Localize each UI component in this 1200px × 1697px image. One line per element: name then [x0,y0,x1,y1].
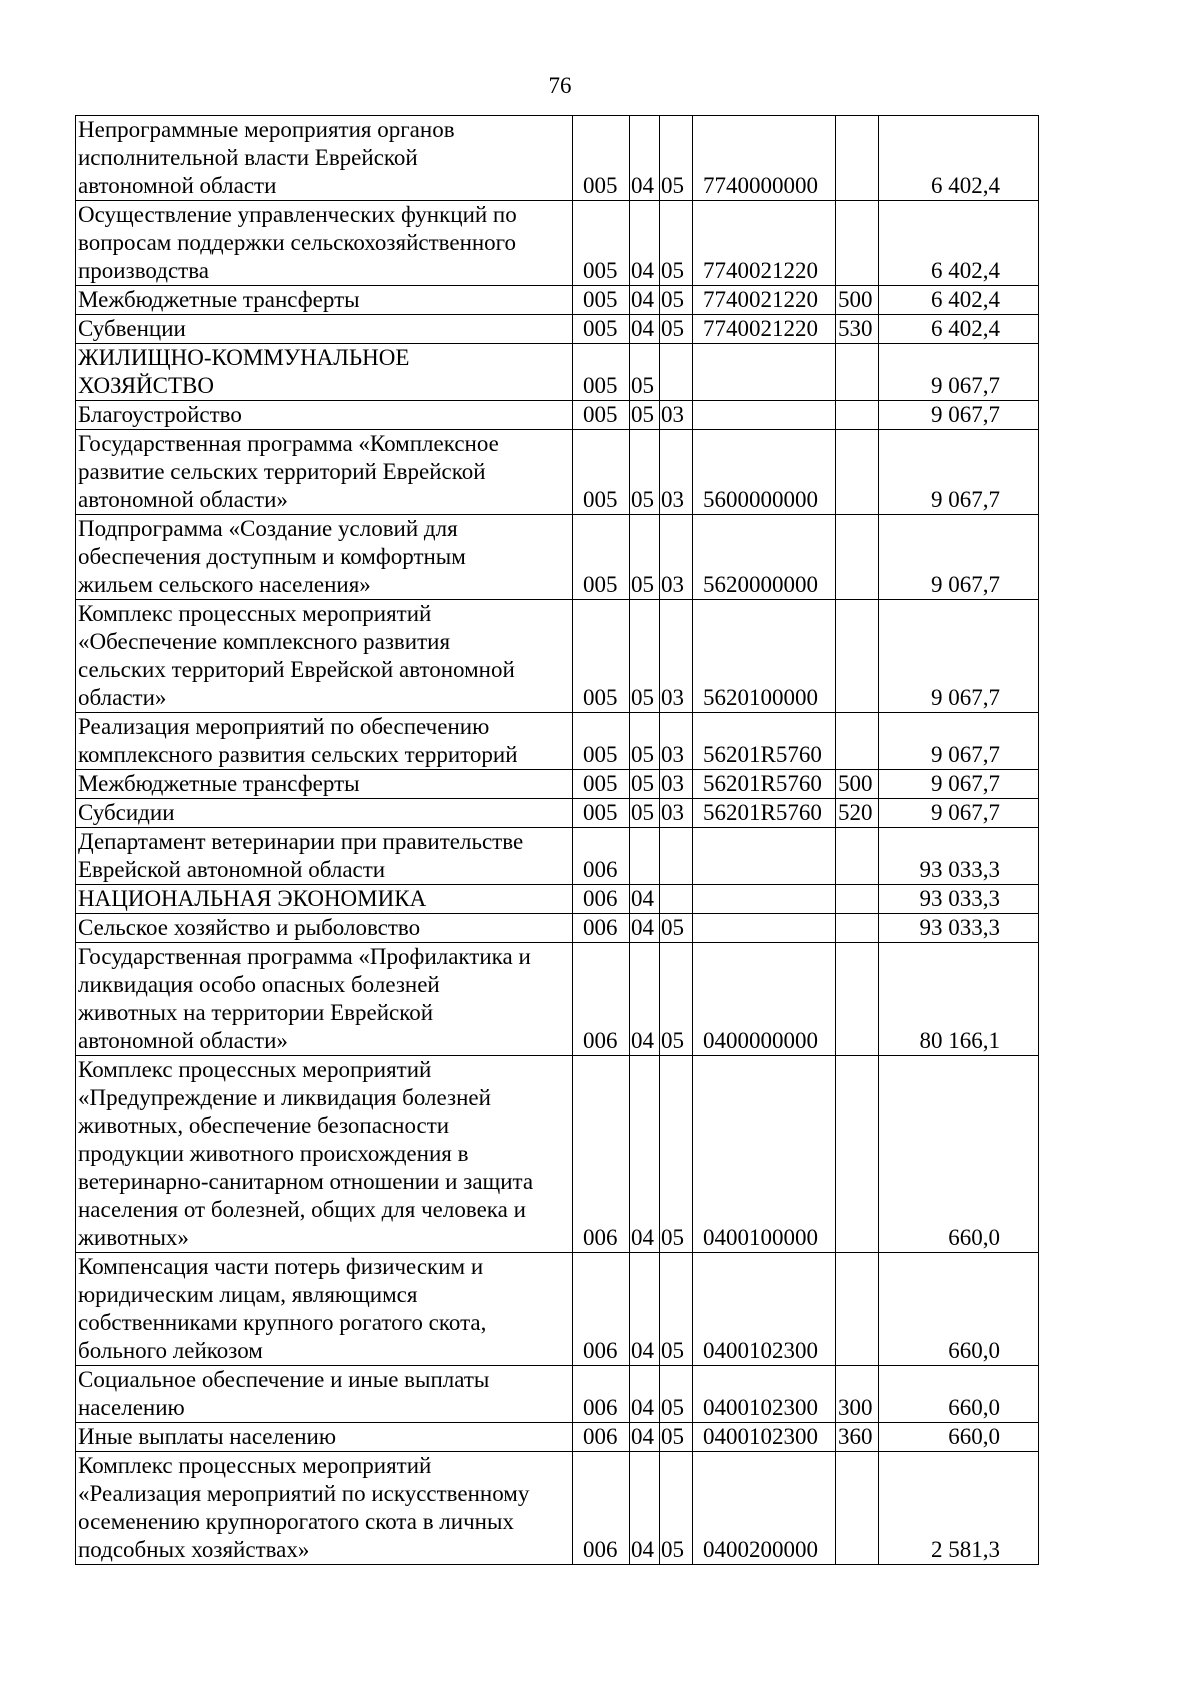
row-subsection-code-text: 05 [661,316,684,341]
row-org-code-text: 006 [583,1424,618,1449]
row-target-article-cell [693,286,836,315]
row-org-code-cell [573,116,630,201]
row-amount-cell [879,286,1039,315]
row-subsection-code-cell [660,201,693,286]
row-section-code-cell [630,286,660,315]
row-target-article-cell [693,116,836,201]
row-target-article-text: 5620100000 [703,685,818,710]
row-section-code-cell [630,885,660,914]
row-amount-cell [879,1056,1039,1253]
row-expense-type-cell [836,201,879,286]
row-org-code-cell [573,885,630,914]
row-amount-cell [879,799,1039,828]
row-target-article-text: 56201R5760 [703,742,822,767]
row-org-code-text: 006 [583,915,618,940]
row-org-code-text: 005 [583,771,618,796]
row-expense-type-text: 520 [838,800,873,825]
row-expense-type-cell [836,600,879,713]
row-org-code-text: 005 [583,800,618,825]
row-amount-text: 9 067,7 [931,572,1000,597]
row-target-article-text: 7740021220 [703,316,818,341]
row-amount-cell [879,713,1039,770]
row-subsection-code-text: 05 [661,1537,684,1562]
row-target-article-cell [693,1452,836,1565]
row-expense-type-cell [836,344,879,401]
row-amount-cell [879,828,1039,885]
row-org-code-cell [573,799,630,828]
row-amount-cell [879,515,1039,600]
row-subsection-code-text: 03 [661,771,684,796]
row-section-code-text: 04 [631,1424,654,1449]
row-subsection-code-text: 03 [661,572,684,597]
page-number: 76 [548,73,572,98]
row-amount-text: 9 067,7 [931,373,1000,398]
table-row [76,1452,1039,1565]
row-amount-cell [879,1366,1039,1423]
row-target-article-cell [693,515,836,600]
row-name-text: Реализация мероприятий по обеспечению комплексного развития сельских территорий [78,714,518,767]
row-expense-type-cell [836,286,879,315]
row-subsection-code-cell [660,1056,693,1253]
row-subsection-code-cell [660,914,693,943]
row-subsection-code-text: 05 [661,173,684,198]
row-section-code-text: 04 [631,1028,654,1053]
row-org-code-text: 006 [583,1028,618,1053]
row-expense-type-text: 500 [838,287,873,312]
row-target-article-text: 56201R5760 [703,771,822,796]
row-section-code-text: 05 [631,685,654,710]
row-org-code-text: 005 [583,685,618,710]
table-row [76,1056,1039,1253]
row-amount-cell [879,1452,1039,1565]
row-section-code-cell [630,600,660,713]
row-org-code-cell [573,713,630,770]
row-expense-type-cell [836,943,879,1056]
row-target-article-text: 0400000000 [703,1028,818,1053]
row-section-code-text: 05 [631,487,654,512]
row-section-code-text: 04 [631,1537,654,1562]
row-name-cell [76,1366,573,1423]
row-section-code-cell [630,515,660,600]
row-section-code-cell [630,1366,660,1423]
row-expense-type-cell [836,885,879,914]
row-section-code-text: 04 [631,287,654,312]
row-subsection-code-text: 05 [661,287,684,312]
row-target-article-cell [693,943,836,1056]
row-section-code-text: 04 [631,316,654,341]
row-target-article-cell [693,430,836,515]
row-org-code-cell [573,943,630,1056]
row-subsection-code-cell [660,1253,693,1366]
row-target-article-cell [693,1366,836,1423]
row-amount-text: 9 067,7 [931,800,1000,825]
row-target-article-text: 5620000000 [703,572,818,597]
row-section-code-text: 04 [631,1395,654,1420]
row-amount-cell [879,1423,1039,1452]
row-section-code-cell [630,828,660,885]
row-target-article-cell [693,1423,836,1452]
row-section-code-text: 05 [631,800,654,825]
row-subsection-code-cell [660,828,693,885]
row-amount-text: 6 402,4 [931,173,1000,198]
row-amount-text: 93 033,3 [919,886,1000,911]
row-name-cell [76,943,573,1056]
row-amount-text: 9 067,7 [931,685,1000,710]
row-subsection-code-text: 05 [661,1028,684,1053]
row-org-code-cell [573,401,630,430]
row-amount-text: 9 067,7 [931,742,1000,767]
row-expense-type-cell [836,713,879,770]
row-target-article-text: 7740000000 [703,173,818,198]
row-name-text: Комплекс процессных мероприятий «Реализация мероприятий по искусственному осеменению крупнорогатого скота в личных подсобных хозяйствах» [78,1453,530,1562]
row-section-code-cell [630,914,660,943]
row-org-code-text: 005 [583,487,618,512]
row-org-code-cell [573,828,630,885]
row-name-cell [76,600,573,713]
row-name-text: Государственная программа «Комплексное развитие сельских территорий Еврейской автономной области» [78,431,499,512]
row-target-article-cell [693,201,836,286]
row-name-text: Субсидии [78,800,175,825]
row-subsection-code-cell [660,1366,693,1423]
row-org-code-cell [573,315,630,344]
row-expense-type-cell [836,1253,879,1366]
table-row [76,401,1039,430]
row-name-text: Осуществление управленческих функций по вопросам поддержки сельскохозяйственного производства [78,202,517,283]
row-subsection-code-cell [660,1452,693,1565]
row-amount-text: 660,0 [948,1395,1000,1420]
row-section-code-cell [630,315,660,344]
row-target-article-text: 0400102300 [703,1424,818,1449]
row-subsection-code-text: 03 [661,800,684,825]
row-name-cell [76,770,573,799]
row-expense-type-cell [836,401,879,430]
row-subsection-code-cell [660,600,693,713]
row-subsection-code-text: 05 [661,1225,684,1250]
row-section-code-text: 04 [631,1338,654,1363]
row-section-code-cell [630,430,660,515]
table-row [76,943,1039,1056]
row-section-code-cell [630,1056,660,1253]
row-subsection-code-cell [660,116,693,201]
table-row [76,600,1039,713]
row-target-article-text: 0400100000 [703,1225,818,1250]
row-amount-text: 80 166,1 [919,1028,1000,1053]
row-org-code-cell [573,201,630,286]
row-subsection-code-text: 03 [661,487,684,512]
row-amount-cell [879,885,1039,914]
row-subsection-code-cell [660,799,693,828]
row-target-article-cell [693,799,836,828]
row-name-text: Социальное обеспечение и иные выплаты населению [78,1367,490,1420]
row-section-code-cell [630,1452,660,1565]
table-row [76,430,1039,515]
row-expense-type-text: 500 [838,771,873,796]
row-amount-cell [879,943,1039,1056]
table-row [76,286,1039,315]
row-org-code-text: 005 [583,373,618,398]
row-target-article-text: 56201R5760 [703,800,822,825]
row-amount-text: 93 033,3 [919,857,1000,882]
row-subsection-code-cell [660,1423,693,1452]
row-section-code-cell [630,1423,660,1452]
row-name-text: Комплекс процессных мероприятий «Предупреждение и ликвидация болезней животных, обеспечение безопасности продукции животного происхождения в ветеринарно-санитарном отношении и защита населения от болезней, общих для человека и животных» [78,1057,534,1250]
row-org-code-cell [573,515,630,600]
row-name-cell [76,914,573,943]
table-row [76,1253,1039,1366]
row-subsection-code-cell [660,401,693,430]
table-row [76,315,1039,344]
row-org-code-cell [573,286,630,315]
table-row [76,515,1039,600]
row-section-code-cell [630,770,660,799]
row-expense-type-cell [836,116,879,201]
row-org-code-text: 006 [583,1225,618,1250]
row-name-cell [76,315,573,344]
table-row [76,713,1039,770]
row-expense-type-cell [836,1423,879,1452]
row-org-code-text: 006 [583,1537,618,1562]
row-subsection-code-cell [660,286,693,315]
row-subsection-code-cell [660,885,693,914]
row-org-code-cell [573,1452,630,1565]
row-name-cell [76,286,573,315]
row-target-article-text: 5600000000 [703,487,818,512]
row-subsection-code-cell [660,344,693,401]
row-expense-type-cell [836,1452,879,1565]
row-expense-type-cell [836,914,879,943]
row-amount-text: 93 033,3 [919,915,1000,940]
table-row [76,1366,1039,1423]
row-expense-type-cell [836,1366,879,1423]
row-expense-type-cell [836,515,879,600]
row-target-article-text: 7740021220 [703,258,818,283]
table-row [76,344,1039,401]
row-name-cell [76,885,573,914]
row-name-cell [76,799,573,828]
row-org-code-cell [573,344,630,401]
row-target-article-text: 0400200000 [703,1537,818,1562]
row-name-cell [76,201,573,286]
row-name-cell [76,1423,573,1452]
row-org-code-text: 005 [583,402,618,427]
row-amount-cell [879,1253,1039,1366]
row-name-cell [76,344,573,401]
row-amount-text: 2 581,3 [931,1537,1000,1562]
row-target-article-cell [693,315,836,344]
row-amount-cell [879,430,1039,515]
row-org-code-text: 006 [583,1395,618,1420]
row-name-text: Межбюджетные трансферты [78,771,360,796]
row-expense-type-cell [836,828,879,885]
row-name-text: Подпрограмма «Создание условий для обеспечения доступным и комфортным жильем сельского населения» [78,516,466,597]
row-amount-text: 660,0 [948,1225,1000,1250]
row-section-code-text: 04 [631,258,654,283]
row-expense-type-cell [836,770,879,799]
row-section-code-text: 05 [631,771,654,796]
row-subsection-code-cell [660,515,693,600]
row-name-text: Сельское хозяйство и рыболовство [78,915,421,940]
row-expense-type-cell [836,315,879,344]
row-section-code-text: 04 [631,915,654,940]
row-section-code-text: 04 [631,886,654,911]
row-target-article-text: 0400102300 [703,1338,818,1363]
row-amount-cell [879,344,1039,401]
row-amount-text: 9 067,7 [931,487,1000,512]
row-subsection-code-text: 05 [661,1338,684,1363]
row-section-code-cell [630,401,660,430]
row-target-article-text: 0400102300 [703,1395,818,1420]
row-name-cell [76,430,573,515]
row-amount-cell [879,201,1039,286]
row-name-text: Компенсация части потерь физическим и юридическим лицам, являющимся собственниками крупного рогатого скота, больного лейкозом [78,1254,487,1363]
row-section-code-text: 05 [631,742,654,767]
row-subsection-code-cell [660,430,693,515]
row-target-article-cell [693,770,836,799]
row-amount-cell [879,401,1039,430]
table-body [76,116,1039,1565]
row-expense-type-cell [836,799,879,828]
row-section-code-cell [630,1253,660,1366]
row-name-cell [76,828,573,885]
row-subsection-code-text: 05 [661,1424,684,1449]
row-org-code-cell [573,1366,630,1423]
budget-table [75,115,1039,1565]
row-section-code-cell [630,799,660,828]
row-amount-text: 660,0 [948,1424,1000,1449]
row-org-code-text: 005 [583,173,618,198]
table-row [76,116,1039,201]
table-row [76,1423,1039,1452]
row-name-cell [76,515,573,600]
row-org-code-cell [573,770,630,799]
row-amount-text: 6 402,4 [931,316,1000,341]
row-name-text: Благоустройство [78,402,242,427]
row-org-code-cell [573,430,630,515]
row-name-text: ЖИЛИЩНО-КОММУНАЛЬНОЕ ХОЗЯЙСТВО [78,345,410,398]
row-target-article-cell [693,828,836,885]
row-section-code-text: 04 [631,1225,654,1250]
row-amount-text: 6 402,4 [931,258,1000,283]
row-name-text: Департамент ветеринарии при правительстве Еврейской автономной области [78,829,524,882]
row-org-code-text: 006 [583,857,618,882]
row-name-text: Межбюджетные трансферты [78,287,360,312]
row-expense-type-text: 300 [838,1395,873,1420]
row-name-text: НАЦИОНАЛЬНАЯ ЭКОНОМИКА [78,886,427,911]
table-row [76,201,1039,286]
row-subsection-code-cell [660,943,693,1056]
row-subsection-code-cell [660,770,693,799]
row-expense-type-cell [836,1056,879,1253]
row-amount-cell [879,914,1039,943]
row-target-article-cell [693,401,836,430]
row-org-code-text: 005 [583,572,618,597]
row-expense-type-cell [836,430,879,515]
row-amount-text: 660,0 [948,1338,1000,1363]
row-name-text: Непрограммные мероприятия органов исполнительной власти Еврейской автономной области [78,117,455,198]
row-target-article-cell [693,344,836,401]
row-amount-cell [879,315,1039,344]
row-section-code-cell [630,943,660,1056]
table-row [76,828,1039,885]
table-row [76,770,1039,799]
row-target-article-cell [693,713,836,770]
row-subsection-code-text: 03 [661,742,684,767]
row-section-code-text: 05 [631,373,654,398]
row-target-article-text: 7740021220 [703,287,818,312]
row-section-code-text: 04 [631,173,654,198]
row-amount-cell [879,600,1039,713]
row-name-cell [76,1452,573,1565]
row-name-cell [76,1253,573,1366]
row-target-article-cell [693,914,836,943]
row-name-cell [76,116,573,201]
row-section-code-cell [630,344,660,401]
row-section-code-text: 05 [631,572,654,597]
row-amount-text: 9 067,7 [931,402,1000,427]
row-section-code-cell [630,201,660,286]
row-subsection-code-text: 05 [661,915,684,940]
row-name-cell [76,401,573,430]
row-org-code-cell [573,1253,630,1366]
row-target-article-cell [693,1253,836,1366]
row-org-code-text: 005 [583,287,618,312]
row-org-code-cell [573,1423,630,1452]
row-name-cell [76,1056,573,1253]
row-org-code-text: 005 [583,258,618,283]
row-org-code-text: 006 [583,1338,618,1363]
row-section-code-cell [630,713,660,770]
row-amount-text: 9 067,7 [931,771,1000,796]
row-subsection-code-text: 05 [661,1395,684,1420]
table-row [76,799,1039,828]
row-name-cell [76,713,573,770]
table-row [76,885,1039,914]
row-target-article-cell [693,885,836,914]
row-subsection-code-cell [660,315,693,344]
table-row [76,914,1039,943]
row-section-code-cell [630,116,660,201]
row-org-code-text: 006 [583,886,618,911]
row-amount-text: 6 402,4 [931,287,1000,312]
row-org-code-text: 005 [583,316,618,341]
row-org-code-cell [573,1056,630,1253]
row-org-code-text: 005 [583,742,618,767]
row-name-text: Иные выплаты населению [78,1424,336,1449]
row-target-article-cell [693,1056,836,1253]
row-amount-cell [879,116,1039,201]
row-name-text: Субвенции [78,316,186,341]
row-subsection-code-text: 03 [661,685,684,710]
row-name-text: Государственная программа «Профилактика и ликвидация особо опасных болезней животных на территории Еврейской автономной области» [78,944,531,1053]
row-amount-cell [879,770,1039,799]
row-subsection-code-cell [660,713,693,770]
row-expense-type-text: 530 [838,316,873,341]
row-org-code-cell [573,914,630,943]
row-section-code-text: 05 [631,402,654,427]
row-name-text: Комплекс процессных мероприятий «Обеспечение комплексного развития сельских территорий Еврейской автономной области» [78,601,515,710]
row-target-article-cell [693,600,836,713]
row-org-code-cell [573,600,630,713]
row-expense-type-text: 360 [838,1424,873,1449]
row-subsection-code-text: 05 [661,258,684,283]
row-subsection-code-text: 03 [661,402,684,427]
